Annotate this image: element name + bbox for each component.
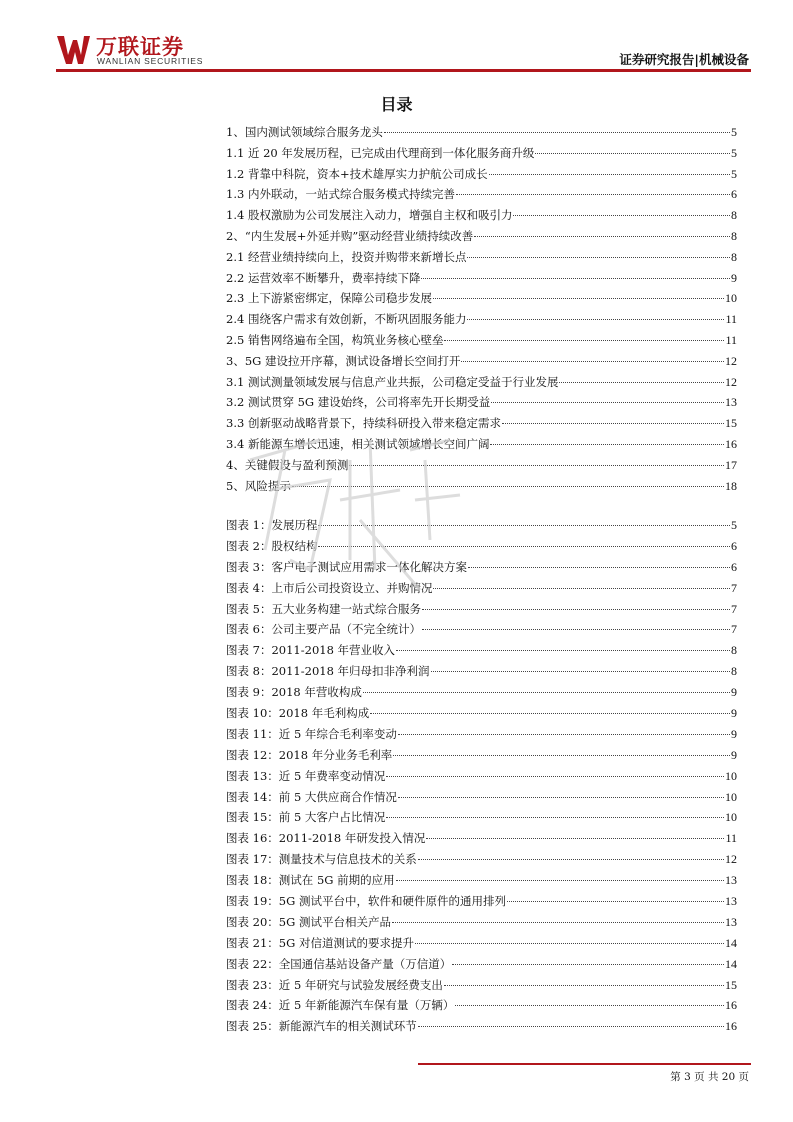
leader-dots (502, 423, 724, 424)
toc-entry[interactable] (226, 311, 737, 332)
figure-entry-page: 6 (731, 559, 737, 574)
figure-entry-page: 13 (725, 873, 737, 888)
toc-entry[interactable] (226, 145, 737, 166)
figure-entry-page: 9 (731, 706, 737, 721)
toc-entry-page: 12 (725, 374, 737, 389)
leader-dots (349, 465, 724, 466)
toc-entry[interactable] (226, 249, 737, 270)
figure-entry-label: 图表 22：全国通信基站设备产量（万信道） (226, 956, 452, 971)
figure-entry-label: 图表 21：5G 对信道测试的要求提升 (226, 935, 414, 950)
figure-entry[interactable] (226, 789, 737, 810)
logo-w-icon (56, 33, 90, 67)
leader-dots (491, 402, 724, 403)
toc-entry-label: 5、风险提示 (226, 478, 291, 493)
figure-entry-page: 5 (731, 518, 737, 532)
figure-entry-label: 图表 12：2018 年分业务毛利率 (226, 747, 393, 762)
leader-dots (398, 797, 724, 798)
toc-entry[interactable] (226, 270, 737, 291)
toc-entry-page: 5 (731, 145, 737, 160)
figure-entry[interactable] (226, 663, 737, 684)
leader-dots (384, 132, 730, 133)
section-toc-list (226, 124, 737, 498)
leader-dots (489, 174, 730, 175)
figure-entry[interactable] (226, 580, 737, 601)
figure-entry[interactable] (226, 559, 737, 580)
figure-entry-label: 图表 24：近 5 年新能源汽车保有量（万辆） (226, 998, 455, 1013)
toc-entry-label: 2.5 销售网络遍布全国，构筑业务核心壁垒 (226, 332, 444, 347)
figure-entry-page: 9 (731, 747, 737, 762)
leader-dots (422, 609, 730, 610)
toc-entry[interactable] (226, 436, 737, 457)
figure-entry-label: 图表 9：2018 年营收构成 (226, 685, 362, 700)
toc-entry-page: 11 (725, 312, 737, 327)
leader-dots (396, 650, 730, 651)
toc-entry-label: 3.4 新能源车增长迅速，相关测试领域增长空间广阔 (226, 436, 490, 451)
figure-entry-label: 图表 19：5G 测试平台中，软件和硬件原件的通用排列 (226, 894, 506, 909)
toc-entry-page: 12 (725, 353, 737, 368)
figure-entry-label: 图表 1：发展历程 (226, 518, 318, 532)
figure-entry-page: 8 (731, 664, 737, 679)
toc-entry[interactable] (226, 415, 737, 436)
figure-entry[interactable] (226, 621, 737, 642)
toc-entry-page: 13 (725, 395, 737, 410)
leader-dots (452, 964, 724, 965)
figure-entry-label: 图表 20：5G 测试平台相关产品 (226, 914, 391, 929)
toc-entry[interactable] (226, 124, 737, 145)
figure-entry-label: 图表 23：近 5 年研究与试验发展经费支出 (226, 977, 443, 992)
toc-entry-label: 2.4 围绕客户需求有效创新，不断巩固服务能力 (226, 312, 467, 327)
toc-entry-page: 9 (731, 270, 737, 285)
toc-entry-page: 8 (731, 249, 737, 264)
leader-dots (467, 257, 730, 258)
figure-entry[interactable] (226, 705, 737, 726)
company-logo (56, 33, 216, 71)
figure-entry-label: 图表 10：2018 年毛利构成 (226, 706, 370, 721)
toc-entry-label: 2.2 运营效率不断攀升，费率持续下降 (226, 270, 421, 285)
figure-entry-page: 16 (725, 1019, 737, 1034)
leader-dots (426, 838, 724, 839)
toc-entry-page: 16 (725, 436, 737, 451)
toc-entry-label: 2.1 经营业绩持续向上，投资并购带来新增长点 (226, 249, 467, 264)
leader-dots (386, 817, 724, 818)
leader-dots (418, 859, 724, 860)
toc-entry[interactable] (226, 374, 737, 395)
figure-entry-label: 图表 14：前 5 大供应商合作情况 (226, 789, 397, 804)
toc-entry-page: 8 (731, 208, 737, 223)
leader-dots (386, 776, 724, 777)
toc-entry[interactable] (226, 332, 737, 353)
figure-entry[interactable] (226, 768, 737, 789)
toc-entry-label: 4、关键假设与盈利预测 (226, 457, 349, 472)
toc-entry-page: 5 (731, 166, 737, 181)
leader-dots (418, 1026, 724, 1027)
leader-dots (444, 340, 724, 341)
leader-dots (422, 629, 730, 630)
leader-dots (431, 671, 730, 672)
leader-dots (444, 985, 724, 986)
leader-dots (292, 486, 724, 487)
figure-entry-page: 10 (725, 789, 737, 804)
toc-entry-label: 1.3 内外联动，一站式综合服务模式持续完善 (226, 187, 455, 202)
toc-entry-label: 3、5G 建设拉开序幕，测试设备增长空间打开 (226, 353, 461, 368)
figure-entry-page: 7 (731, 601, 737, 616)
page-number: 第 3 页 共 20 页 (670, 1071, 749, 1083)
leader-dots (392, 922, 724, 923)
figure-entry[interactable] (226, 601, 737, 622)
leader-dots (461, 361, 724, 362)
leader-dots (363, 692, 730, 693)
figure-entry-label: 图表 18：测试在 5G 前期的应用 (226, 873, 395, 888)
figure-entry-page: 13 (725, 914, 737, 929)
figure-entry-page: 14 (725, 956, 737, 971)
figure-entry-label: 图表 8：2011-2018 年归母扣非净利润 (226, 664, 430, 679)
leader-dots (318, 546, 730, 547)
toc-entry[interactable] (226, 186, 737, 207)
figure-entry-page: 11 (725, 831, 737, 846)
leader-dots (455, 1005, 724, 1006)
figure-entry[interactable] (226, 809, 737, 830)
leader-dots (396, 880, 724, 881)
figure-entry-page: 16 (725, 998, 737, 1013)
figure-entry-page: 6 (731, 538, 737, 553)
leader-dots (456, 194, 730, 195)
leader-dots (433, 588, 730, 589)
figure-entry[interactable] (226, 642, 737, 663)
figure-entry[interactable] (226, 517, 737, 538)
toc-entry-page: 18 (725, 478, 737, 493)
toc-entry-page: 15 (725, 416, 737, 431)
figure-entry-page: 14 (725, 935, 737, 950)
figure-entry[interactable] (226, 893, 737, 914)
figure-entry-page: 13 (725, 894, 737, 909)
figure-entry-label: 图表 17：测量技术与信息技术的关系 (226, 852, 417, 867)
figure-entry[interactable] (226, 914, 737, 935)
toc-entry[interactable] (226, 228, 737, 249)
figure-entry[interactable] (226, 851, 737, 872)
toc-title: 目录 (380, 95, 413, 114)
toc-entry[interactable] (226, 353, 737, 374)
figure-entry-label: 图表 7：2011-2018 年营业收入 (226, 643, 396, 658)
figure-toc-list (226, 517, 737, 1039)
leader-dots (398, 734, 730, 735)
toc-entry-label: 1.1 近 20 年发展历程，已完成由代理商到一体化服务商升级 (226, 145, 535, 160)
leader-dots (474, 236, 730, 237)
toc-entry[interactable] (226, 394, 737, 415)
report-type-label: 证券研究报告|机械设备 (619, 52, 749, 67)
figure-entry-page: 8 (731, 643, 737, 658)
toc-entry-page: 6 (731, 187, 737, 202)
figure-entry-label: 图表 4：上市后公司投资设立、并购情况 (226, 580, 433, 595)
leader-dots (370, 713, 730, 714)
toc-entry[interactable] (226, 207, 737, 228)
footer-divider (418, 1063, 751, 1065)
leader-dots (467, 319, 724, 320)
toc-entry[interactable] (226, 290, 737, 311)
leader-dots (559, 382, 724, 383)
leader-dots (421, 278, 730, 279)
logo-english-name: WANLIAN SECURITIES (97, 56, 204, 66)
header-divider (56, 69, 751, 72)
figure-entry[interactable] (226, 935, 737, 956)
page-header (0, 0, 793, 72)
toc-entry-label: 3.2 测试贯穿 5G 建设始终，公司将率先开长期受益 (226, 395, 491, 410)
figure-entry-label: 图表 2：股权结构 (226, 538, 318, 553)
figure-entry-page: 15 (725, 977, 737, 992)
figure-entry[interactable] (226, 997, 737, 1018)
toc-entry-label: 2.3 上下游紧密绑定，保障公司稳步发展 (226, 291, 432, 306)
figure-entry[interactable] (226, 956, 737, 977)
figure-entry-label: 图表 11：近 5 年综合毛利率变动 (226, 726, 397, 741)
toc-entry-label: 1.2 背靠中科院，资本+技术雄厚实力护航公司成长 (226, 166, 488, 181)
toc-entry-label: 1、国内测试领域综合服务龙头 (226, 125, 383, 139)
figure-entry[interactable] (226, 726, 737, 747)
figure-entry-page: 7 (731, 580, 737, 595)
toc-entry-page: 11 (725, 332, 737, 347)
toc-entry-page: 10 (725, 291, 737, 306)
figure-entry-label: 图表 5：五大业务构建一站式综合服务 (226, 601, 421, 616)
leader-dots (415, 943, 724, 944)
toc-entry[interactable] (226, 478, 737, 499)
leader-dots (433, 298, 724, 299)
leader-dots (393, 755, 730, 756)
figure-entry-page: 9 (731, 726, 737, 741)
figure-entry-page: 12 (725, 852, 737, 867)
leader-dots (535, 153, 730, 154)
toc-entry-page: 5 (731, 125, 737, 139)
figure-entry-label: 图表 16：2011-2018 年研发投入情况 (226, 831, 426, 846)
figure-entry[interactable] (226, 1018, 737, 1039)
figure-entry[interactable] (226, 747, 737, 768)
figure-entry[interactable] (226, 977, 737, 998)
figure-entry-page: 10 (725, 810, 737, 825)
toc-entry-label: 3.1 测试测量领域发展与信息产业共振，公司稳定受益于行业发展 (226, 374, 559, 389)
figure-entry-label: 图表 3：客户电子测试应用需求一体化解决方案 (226, 559, 467, 574)
leader-dots (318, 525, 730, 526)
toc-entry-page: 8 (731, 228, 737, 243)
figure-entry-page: 7 (731, 622, 737, 637)
toc-entry-page: 17 (725, 457, 737, 472)
figure-entry[interactable] (226, 684, 737, 705)
toc-entry-label: 2、“内生发展+外延并购”驱动经营业绩持续改善 (226, 228, 474, 243)
figure-entry-page: 9 (731, 685, 737, 700)
leader-dots (490, 444, 724, 445)
toc-entry[interactable] (226, 166, 737, 187)
toc-entry[interactable] (226, 457, 737, 478)
figure-entry[interactable] (226, 872, 737, 893)
toc-entry-label: 1.4 股权激励为公司发展注入动力，增强自主权和吸引力 (226, 208, 513, 223)
figure-entry[interactable] (226, 538, 737, 559)
figure-entry-label: 图表 25：新能源汽车的相关测试环节 (226, 1019, 417, 1034)
leader-dots (513, 215, 730, 216)
figure-entry[interactable] (226, 830, 737, 851)
logo-chinese-name: 万联证券 (96, 35, 184, 59)
figure-entry-label: 图表 13：近 5 年费率变动情况 (226, 768, 386, 783)
figure-entry-page: 10 (725, 768, 737, 783)
toc-entry-label: 3.3 创新驱动战略背景下，持续科研投入带来稳定需求 (226, 416, 501, 431)
figure-entry-label: 图表 6：公司主要产品（不完全统计） (226, 622, 421, 637)
figure-entry-label: 图表 15：前 5 大客户占比情况 (226, 810, 386, 825)
leader-dots (468, 567, 730, 568)
leader-dots (507, 901, 724, 902)
